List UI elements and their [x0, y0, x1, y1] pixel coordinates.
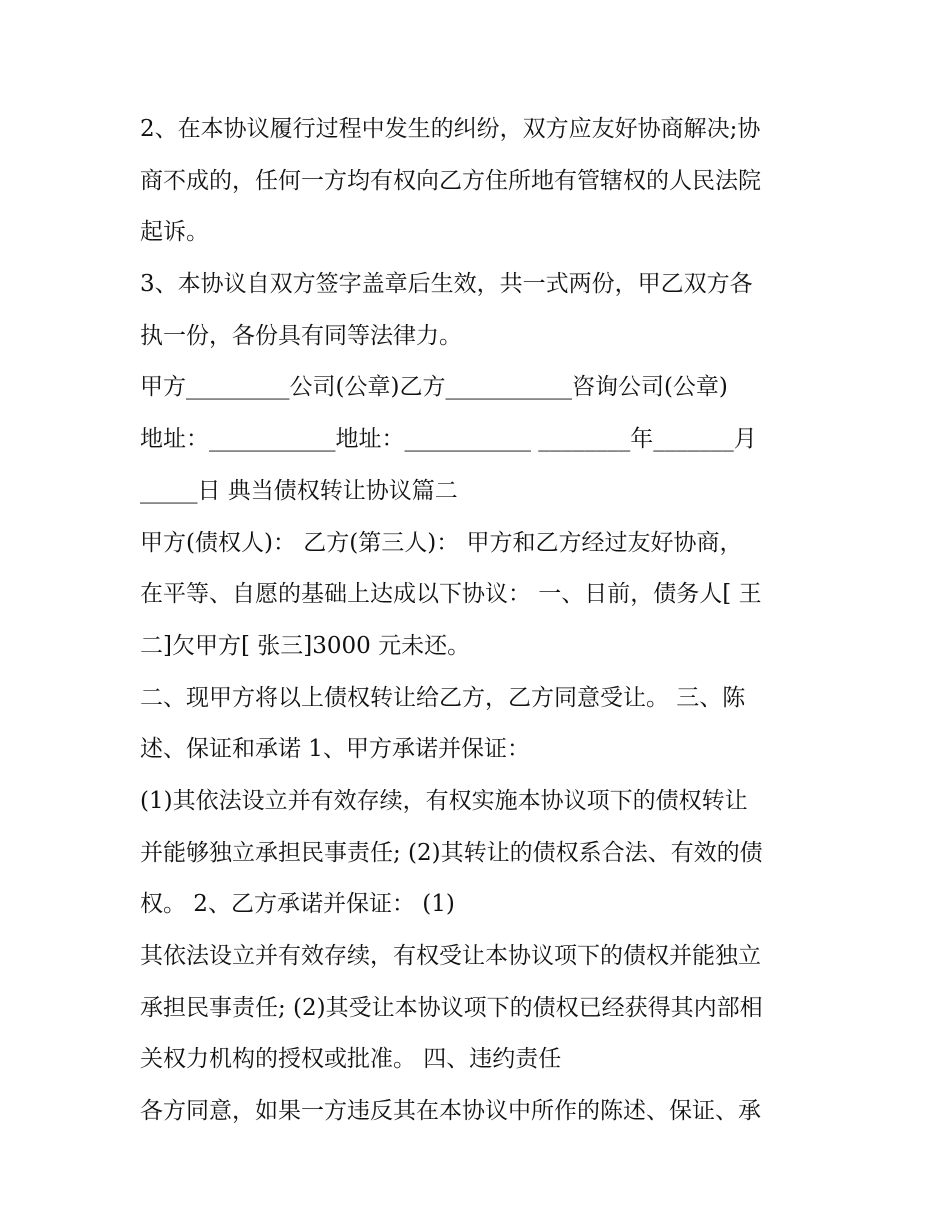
text-line: 权。 2、乙方承诺并保证： (1) — [140, 891, 455, 918]
text-line: (1)其依法设立并有效存续，有权实施本协议项下的债权转让 — [140, 787, 748, 814]
section-heading-line: _____日 典当债权转让协议篇二 — [140, 477, 458, 504]
text-line: 起诉。 — [140, 219, 209, 246]
text-line: 3、本协议自双方签字盖章后生效，共一式两份，甲乙双方各 — [140, 271, 753, 298]
text-line: 述、保证和承诺 1、甲方承诺并保证： — [140, 736, 530, 763]
address-date-line: 地址：___________地址：___________ ________年_______月 — [140, 426, 757, 453]
signature-line: 甲方_________公司(公章)乙方___________咨询公司(公章) — [140, 374, 728, 401]
text-line: 2、在本协议履行过程中发生的纠纷，双方应友好协商解决;协 — [140, 116, 761, 142]
text-line: 并能够独立承担民事责任; (2)其转让的债权系合法、有效的债 — [140, 839, 763, 866]
text-line: 各方同意，如果一方违反其在本协议中所作的陈述、保证、承 — [140, 1098, 761, 1125]
text-line: 其依法设立并有效存续，有权受让本协议项下的债权并能独立 — [140, 943, 761, 969]
text-line: 商不成的，任何一方均有权向乙方住所地有管辖权的人民法院 — [140, 167, 761, 194]
text-line: 执一份，各份具有同等法律力。 — [140, 322, 462, 349]
text-line: 关权力机构的授权或批准。 四、违约责任 — [140, 1046, 562, 1073]
text-line: 承担民事责任; (2)其受让本协议项下的债权已经获得其内部相 — [140, 994, 763, 1021]
text-line: 二]欠甲方[ 张三]3000 元未还。 — [140, 632, 471, 659]
text-line: 甲方(债权人)： 乙方(第三人)： 甲方和乙方经过友好协商， — [140, 529, 743, 556]
text-line: 二、现甲方将以上债权转让给乙方，乙方同意受让。 三、陈 — [140, 684, 746, 711]
text-line: 在平等、自愿的基础上达成以下协议： 一、日前，债务人[ 王 — [140, 581, 762, 608]
document-body — [140, 104, 820, 1138]
